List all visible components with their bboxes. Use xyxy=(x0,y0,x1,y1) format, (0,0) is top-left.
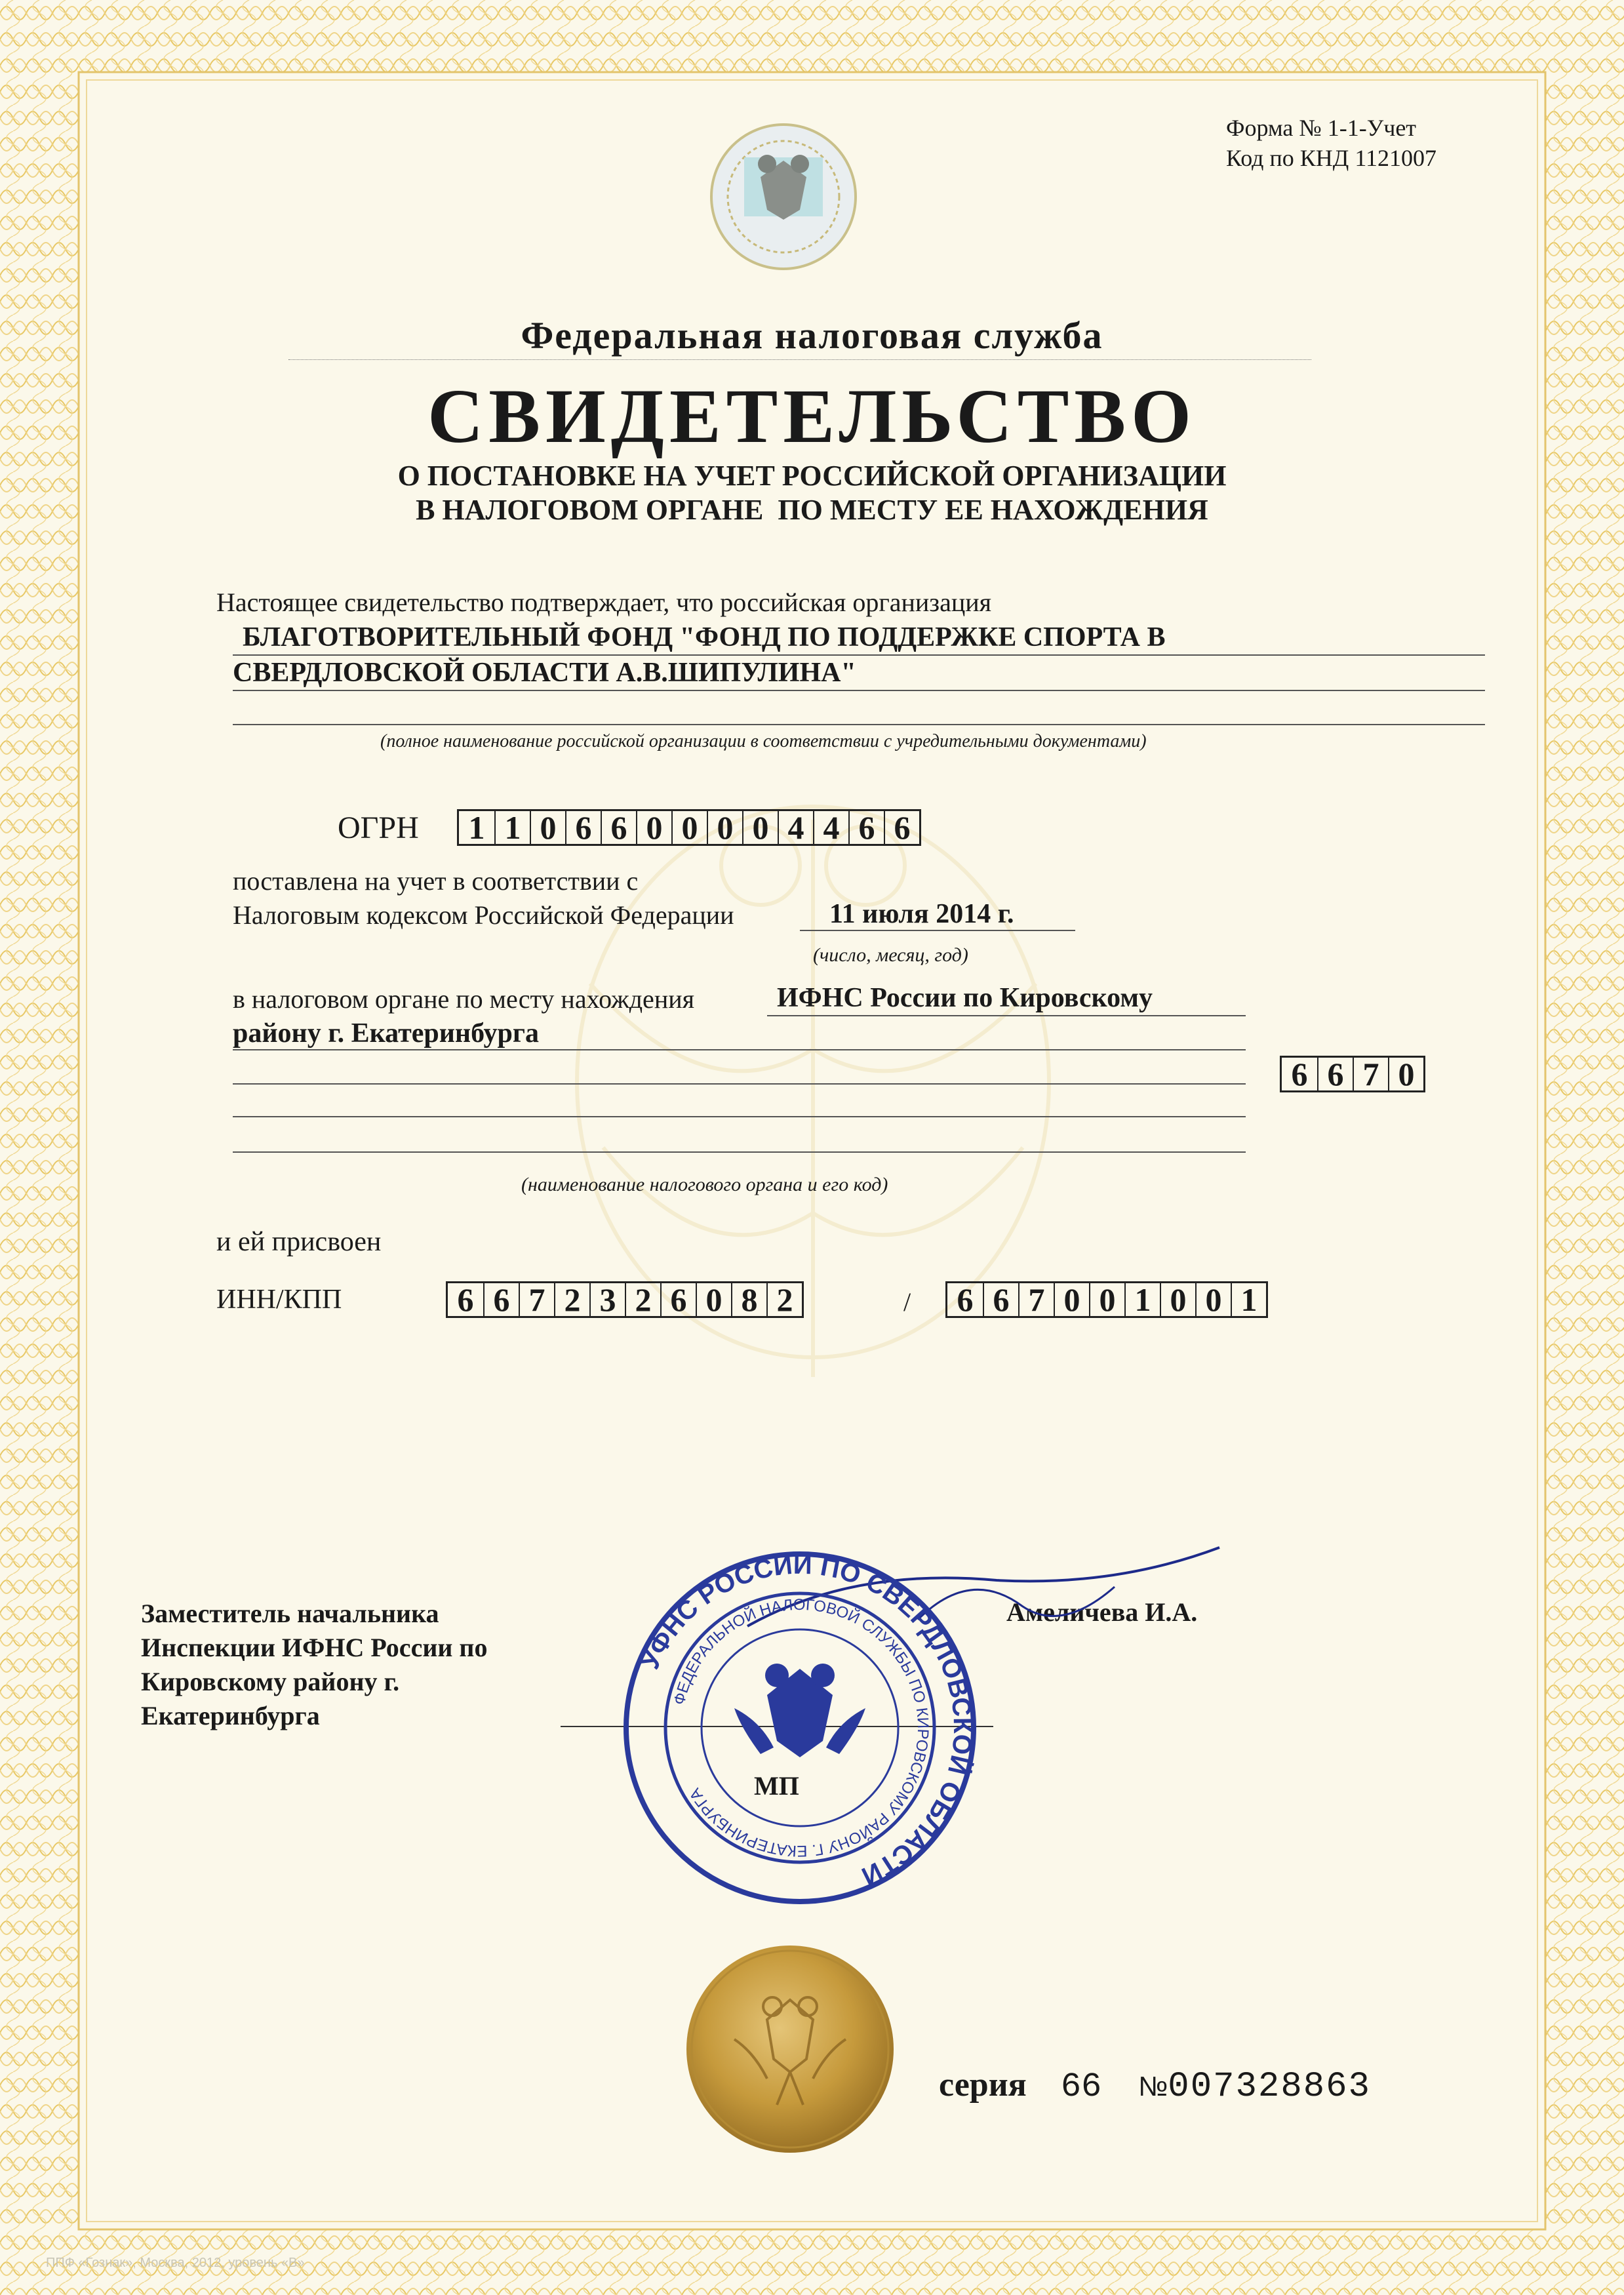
tax-office-code-digit: 7 xyxy=(1353,1058,1388,1090)
official-round-stamp xyxy=(616,1544,983,1911)
kpp-digit: 0 xyxy=(1160,1283,1195,1316)
kpp-digit: 1 xyxy=(1124,1283,1160,1316)
ogrn-digit: 6 xyxy=(601,811,636,844)
document-title: СВИДЕТЕЛЬСТВО xyxy=(427,373,1197,459)
kpp-cells xyxy=(945,1281,1268,1318)
signatory-position-4: Екатеринбурга xyxy=(141,1701,320,1730)
ogrn-digit: 4 xyxy=(778,811,813,844)
signatory-position-3: Кировскому району г. xyxy=(141,1667,400,1696)
kpp-digit: 0 xyxy=(1054,1283,1089,1316)
ogrn-digit: 4 xyxy=(813,811,848,844)
date-caption: (число, месяц, год) xyxy=(813,944,968,966)
serial-number-prefix: № xyxy=(1138,2071,1168,2102)
inn-digit: 6 xyxy=(660,1283,696,1316)
form-number: Форма № 1-1-Учет xyxy=(1226,115,1417,141)
serial-series: 66 xyxy=(1060,2067,1102,2106)
ogrn-digit: 1 xyxy=(468,809,485,846)
signatory-position-1: Заместитель начальника xyxy=(141,1599,439,1628)
ogrn-digit: 0 xyxy=(530,811,565,844)
gold-seal-eagle-icon xyxy=(682,1941,898,2157)
inn-digit: 0 xyxy=(696,1283,731,1316)
tax-office-line-2: району г. Екатеринбурга xyxy=(233,1018,539,1048)
org-name-line-2: СВЕРДЛОВСКОЙ ОБЛАСТИ А.В.ШИПУЛИНА" xyxy=(233,658,856,688)
inn-digit: 2 xyxy=(554,1283,589,1316)
registered-line-2: Налоговым кодексом Российской Федерации xyxy=(233,900,734,930)
kpp-digit: 6 xyxy=(983,1283,1018,1316)
tax-office-code-digit: 6 xyxy=(1317,1058,1353,1090)
ogrn-digit: 0 xyxy=(636,811,671,844)
hologram-emblem-icon xyxy=(711,125,856,269)
serial-label: серия xyxy=(939,2066,1027,2104)
ogrn-digit: 0 xyxy=(707,811,742,844)
printer-imprint: ППФ «Гознак», Москва, 2012, уровень «В» xyxy=(46,2256,305,2270)
inn-digit: 6 xyxy=(483,1283,519,1316)
ogrn-digit: 6 xyxy=(848,811,884,844)
document-subtitle-1: О ПОСТАНОВКЕ НА УЧЕТ РОССИЙСКОЙ ОРГАНИЗАЦИИ xyxy=(397,460,1227,492)
serial-number: 007328863 xyxy=(1168,2067,1371,2107)
document-subtitle-2: В НАЛОГОВОМ ОРГАНЕ ПО МЕСТУ ЕЕ НАХОЖДЕНИЯ xyxy=(416,494,1208,526)
ogrn-digit: 6 xyxy=(884,811,919,844)
signatory-position-2: Инспекции ИФНС России по xyxy=(141,1633,488,1662)
inn-digit: 2 xyxy=(625,1283,660,1316)
inn-cells xyxy=(446,1281,804,1318)
inn-digit: 3 xyxy=(589,1283,625,1316)
stamp-outer-text: УФНС РОССИИ ПО СВЕРДЛОВСКОЙ ОБЛАСТИ xyxy=(635,1550,978,1891)
tax-office-line-1: ИФНС России по Кировскому xyxy=(777,983,1153,1013)
inn-digit: 2 xyxy=(766,1283,802,1316)
kpp-digit: 1 xyxy=(1231,1283,1266,1316)
signatory-name: Амеличева И.А. xyxy=(1006,1597,1198,1627)
ogrn-digit: 0 xyxy=(671,811,707,844)
kpp-digit: 0 xyxy=(1195,1283,1231,1316)
inn-digit: 6 xyxy=(457,1281,474,1318)
org-name-caption: (полное наименование российской организации в соответствии с учредительными документами) xyxy=(380,731,1147,751)
tax-office-code-cells xyxy=(1280,1056,1425,1092)
org-name-line-1: БЛАГОТВОРИТЕЛЬНЫЙ ФОНД "ФОНД ПО ПОДДЕРЖКЕ СПОРТА В xyxy=(243,622,1166,652)
agency-name: Федеральная налоговая служба xyxy=(521,314,1103,357)
ogrn-digit: 1 xyxy=(494,811,530,844)
inn-digit: 7 xyxy=(519,1283,554,1316)
registration-date: 11 июля 2014 г. xyxy=(829,899,1014,929)
stamp-eagle-icon xyxy=(734,1664,865,1757)
tax-office-caption: (наименование налогового органа и его код) xyxy=(521,1174,888,1195)
tax-office-code-digit: 6 xyxy=(1291,1056,1308,1092)
ogrn-cells xyxy=(457,809,921,846)
registered-line-1: поставлена на учет в соответствии с xyxy=(233,866,639,896)
kpp-digit: 0 xyxy=(1089,1283,1124,1316)
stamp-inner-text: ФЕДЕРАЛЬНОЙ НАЛОГОВОЙ СЛУЖБЫ ПО КИРОВСКОМУ РАЙОНУ Г. ЕКАТЕРИНБУРГА xyxy=(670,1595,932,1860)
tax-office-label: в налоговом органе по месту нахождения xyxy=(233,984,695,1014)
inn-kpp-label: ИНН/КПП xyxy=(216,1285,342,1315)
inn-digit: 8 xyxy=(731,1283,766,1316)
kpp-digit: 6 xyxy=(957,1281,974,1318)
assigned-text: и ей присвоен xyxy=(216,1227,382,1257)
intro-text: Настоящее свидетельство подтверждает, что российская организация xyxy=(216,588,992,617)
inn-kpp-slash: / xyxy=(903,1287,911,1317)
ogrn-label: ОГРН xyxy=(338,810,419,845)
stamp-place-mark: МП xyxy=(754,1771,799,1801)
ogrn-digit: 0 xyxy=(742,811,778,844)
tax-office-code-digit: 0 xyxy=(1388,1058,1423,1090)
form-knd-code: Код по КНД 1121007 xyxy=(1226,145,1436,171)
ogrn-digit: 6 xyxy=(565,811,601,844)
kpp-digit: 7 xyxy=(1018,1283,1054,1316)
